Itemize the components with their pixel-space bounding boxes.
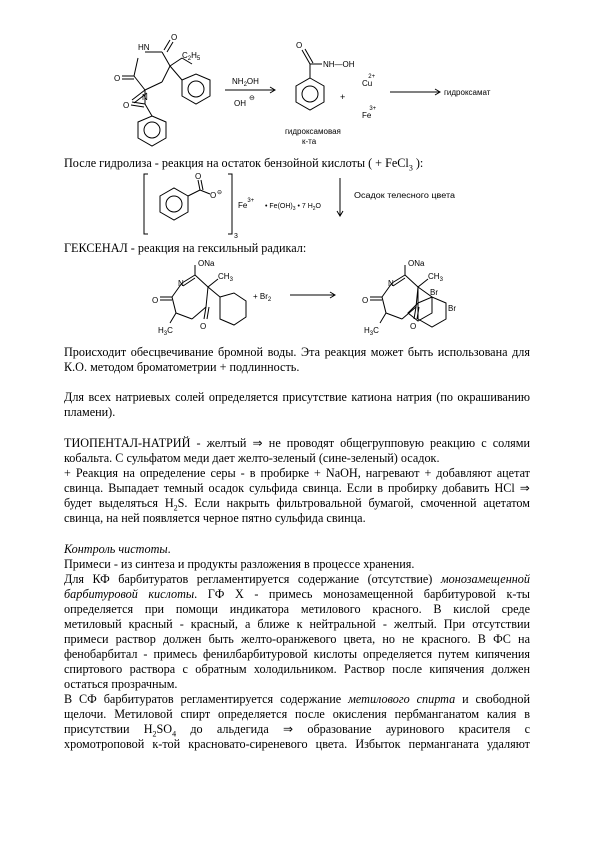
- oxygen-label: O: [152, 296, 159, 305]
- purity-line-9: остаться прозрачным.: [64, 677, 178, 691]
- hexenal-line: ГЕКСЕНАЛ - реакция на гексильный радикал:: [64, 241, 307, 255]
- hydrolysis-line: После гидролиза - реакция на остаток бензойной кислоты ( + FeCl$_3$ ):: [64, 156, 424, 173]
- complex-subscript: 3: [234, 233, 238, 240]
- purity-line-4: определяется при помощи индикатора метилового красного. В кислой среде: [64, 602, 530, 616]
- oxygen-label: O: [171, 33, 178, 42]
- oxygen-label: O: [200, 322, 207, 331]
- minus-charge: ⊖: [249, 95, 255, 102]
- nitrogen-label: N: [388, 279, 394, 288]
- purity-line-13: хромотроповой к-той красновато-сиреневого цвета. Избыток перманганата удаляют: [64, 737, 530, 751]
- purity-line-6: примеси раствор должен быть желто-оранжевого цвета, но не красного. В ФС на: [64, 632, 530, 646]
- methyl-n-label: $H_3C$: [364, 326, 379, 337]
- iron-benzoate-complex: [140, 172, 460, 242]
- purity-line-7: фенобарбитал - примесь фенилбарбитуровой кислоты определяется путем кипячения: [64, 647, 530, 661]
- thiopental-line-6: свинца, на ней появляется черное пятно сульфида свинца.: [64, 511, 366, 525]
- oxygen-label: O: [114, 74, 121, 83]
- purity-line-12: присутствии $H_2SO_4$ до альдегида ⇒ образование ауринового красителя с: [64, 722, 530, 739]
- complex-formula: • $Fe(OH)_3$ • 7 $H_2O$: [265, 203, 321, 212]
- methyl-label: $CH_3$: [428, 272, 443, 283]
- nhoh-label: NH—OH: [323, 60, 355, 69]
- hn-label: HN: [138, 43, 150, 52]
- thiopental-line-4: свинца. Выпадает темный осадок сульфида свинца. Если в пробирку добавить HCl ⇒: [64, 481, 530, 495]
- ethyl-label: $C_2H_5$: [182, 51, 201, 62]
- bromine-paragraph-line-1: Происходит обесцвечивание бромной воды. Эта реакция может быть использована для: [64, 345, 530, 359]
- hydroxamate-label: гидроксамат: [444, 88, 491, 97]
- iron-ion: Fe3+: [362, 106, 377, 120]
- purity-line-8: спиртового раствора с обратным холодильником. Раствор после кипячения должен: [64, 662, 530, 676]
- reagent-hydroxide: OH: [234, 99, 246, 108]
- thiopental-line-2: кобальта. С сульфатом меди дает желто-зеленый (сине-зеленый) осадок.: [64, 451, 440, 465]
- ona-label: ONa: [198, 259, 215, 268]
- iron-ion: $Fe^{3+}$: [238, 198, 255, 210]
- oxygen-label: O: [123, 101, 130, 110]
- thiopental-line-5: будет выделяться $H_2S$. Если накрыть фильтровальной бумагой, смоченной ацетатом: [64, 496, 530, 513]
- nitrogen-label: N: [142, 93, 148, 102]
- methyl-n-label: $H_3C$: [158, 326, 173, 337]
- bromine-reagent: + $Br_2$: [253, 292, 272, 303]
- product-label-1: гидроксамовая: [285, 127, 341, 136]
- product-label-2: к-та: [302, 137, 317, 146]
- minus-charge: ⊖: [217, 190, 223, 196]
- purity-line-5: метиловый красный - красный, а ближе к нейтральной - желтый. При отсутствии: [64, 617, 530, 631]
- sodium-paragraph-line-1: Для всех натриевых солей определяется присутствие катиона натрия (по окрашиванию: [64, 390, 530, 404]
- plus-sign: +: [340, 92, 346, 102]
- bromine-label: Br: [448, 304, 456, 313]
- thiopental-line-3: + Реакция на определение серы - в пробирке + NaOH, нагревают + добавляют ацетат: [64, 466, 530, 480]
- purity-heading: Контроль чистоты.: [64, 542, 171, 556]
- purity-line-3: барбитуровой кислоты. ГФ Х - примесь монозамещенной барбитуровой к-ты: [64, 587, 530, 601]
- purity-line-1: Примеси - из синтеза и продукты разложения в процессе хранения.: [64, 557, 415, 571]
- bromine-paragraph-line-2: К.О. методом броматометрии + подлинность.: [64, 360, 300, 374]
- purity-line-2: Для КФ барбитуратов регламентируется содержание (отсутствие) монозамещенной: [64, 572, 530, 586]
- purity-line-11: щелочи. Метиловой спирт определяется после окисления пербманганатом калия в: [64, 707, 530, 721]
- copper-ion: Cu2+: [362, 74, 376, 88]
- reagent-hydroxylamine: $NH_2OH$: [232, 77, 259, 88]
- sodium-paragraph-line-2: пламени).: [64, 405, 116, 419]
- oxygen-label: O: [410, 322, 417, 331]
- reaction-hydroxamic: [90, 28, 510, 158]
- precipitate-note: Осадок телесного цвета: [354, 191, 456, 200]
- nitrogen-label: N: [178, 279, 184, 288]
- oxygen-label: O: [362, 296, 369, 305]
- oxygen-label: O: [210, 191, 217, 200]
- bromine-label: Br: [430, 288, 438, 297]
- purity-line-10: В СФ барбитуратов регламентируется содержание метилового спирта и свободной: [64, 692, 531, 706]
- reaction-hexenal-bromination: [140, 257, 500, 341]
- thiopental-line-1: ТИОПЕНТАЛ-НАТРИЙ - желтый ⇒ не проводят общегрупповую реакцию с солями: [64, 436, 530, 450]
- oxygen-label: O: [195, 172, 202, 181]
- methyl-label: $CH_3$: [218, 272, 233, 283]
- oxygen-label: O: [296, 41, 303, 50]
- ona-label: ONa: [408, 259, 425, 268]
